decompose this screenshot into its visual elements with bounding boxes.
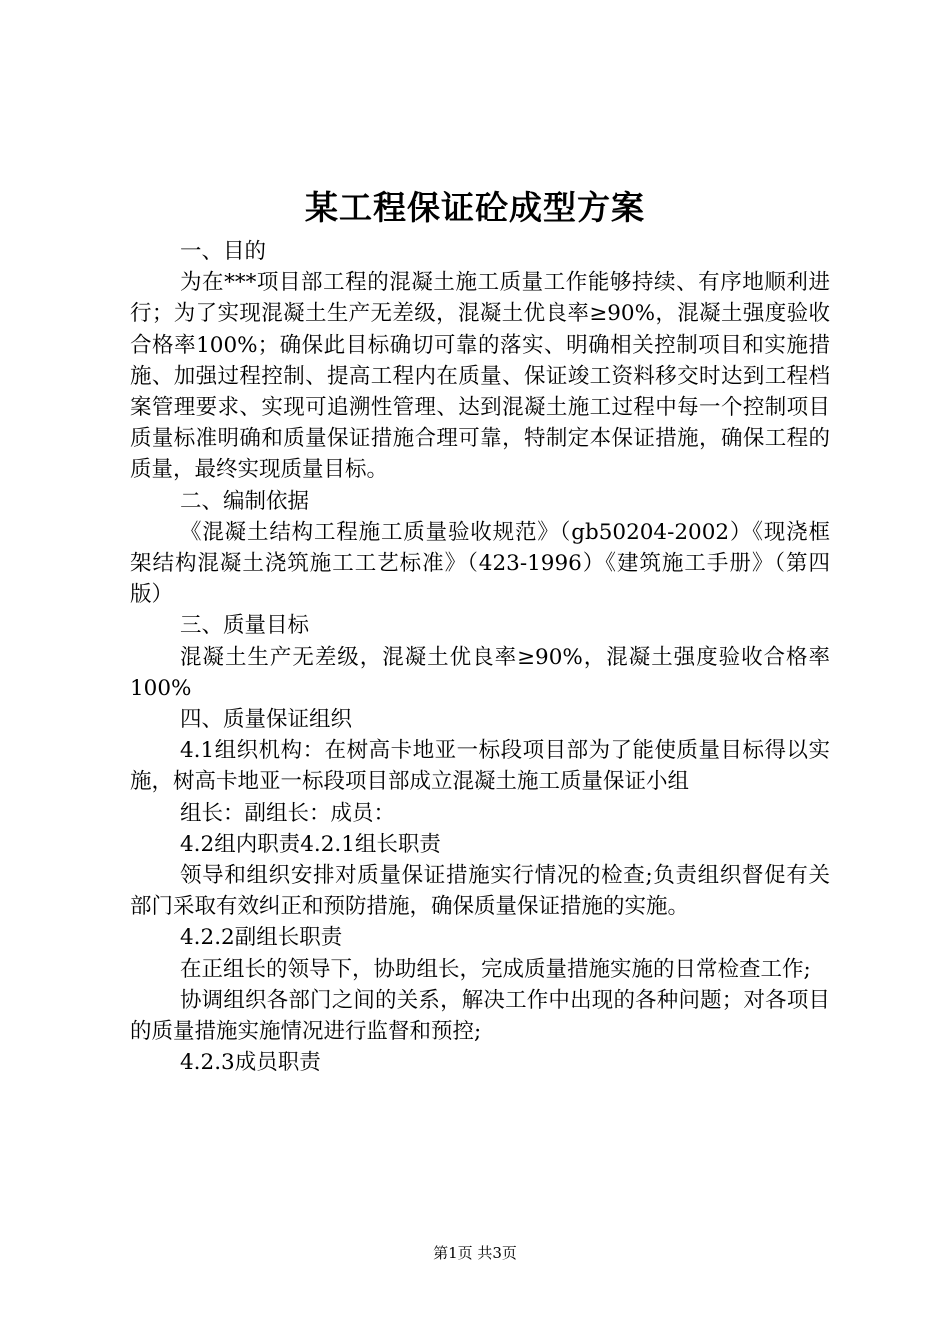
subsection-heading-leader-duties: 4.2组内职责4.2.1组长职责 — [180, 831, 441, 857]
subsection-heading-member-duties: 4.2.3成员职责 — [180, 1050, 321, 1076]
paragraph-deputy-duties-2: 协调组织各部门之间的关系，解决工作中出现的各种问题；对各项目的质量措施实施情况进行监督和预控; — [130, 987, 830, 1045]
paragraph-leader-duties: 领导和组织安排对质量保证措施实行情况的检查;负责组织督促有关部门采取有效纠正和预防措施，确保质量保证措施的实施。 — [130, 863, 830, 920]
paragraph-quality-goal: 混凝土生产无差级，混凝土优良率≥90%，混凝土强度验收合格率100% — [130, 644, 830, 701]
document-body — [130, 236, 830, 1078]
page-footer: 第1页 共3页 — [433, 1244, 517, 1262]
paragraph-organization: 4.1组织机构：在树高卡地亚一标段项目部为了能使质量目标得以实施，树高卡地亚一标段项目部成立混凝土施工质量保证小组 — [130, 738, 830, 795]
section-heading-purpose: 一、目的 — [180, 239, 267, 264]
section-heading-organization: 四、质量保证组织 — [180, 707, 353, 733]
document-title: 某工程保证砼成型方案 — [305, 188, 645, 227]
paragraph-purpose: 为在***项目部工程的混凝土施工质量工作能够持续、有序地顺利进行；为了实现混凝土生产无差级，混凝土优良率≥90%，混凝土强度验收合格率100%；确保此目标确切可靠的落实、明确相关控制项目和实施措施、加强过程控制、提高工程内在质量、保证竣工资料移交时达到工程档案管理要求、实现可追溯性管理、达到混凝土施工过程中每一个控制项目质量标准明确和质量保证措施合理可靠，特制定本保证措施，确保工程的质量，最终实现质量目标。 — [130, 270, 830, 483]
paragraph-members: 组长：副组长：成员： — [180, 800, 396, 826]
paragraph-deputy-duties-1: 在正组长的领导下，协助组长，完成质量措施实施的日常检查工作; — [180, 956, 811, 982]
section-heading-basis: 二、编制依据 — [180, 488, 310, 514]
paragraph-basis: 《混凝土结构工程施工质量验收规范》（gb50204-2002）《现浇框架结构混凝土浇筑施工工艺标准》（423-1996）《建筑施工手册》（第四版） — [130, 519, 830, 608]
section-heading-quality-goal: 三、质量目标 — [180, 613, 310, 639]
subsection-heading-deputy-duties: 4.2.2副组长职责 — [180, 925, 343, 951]
